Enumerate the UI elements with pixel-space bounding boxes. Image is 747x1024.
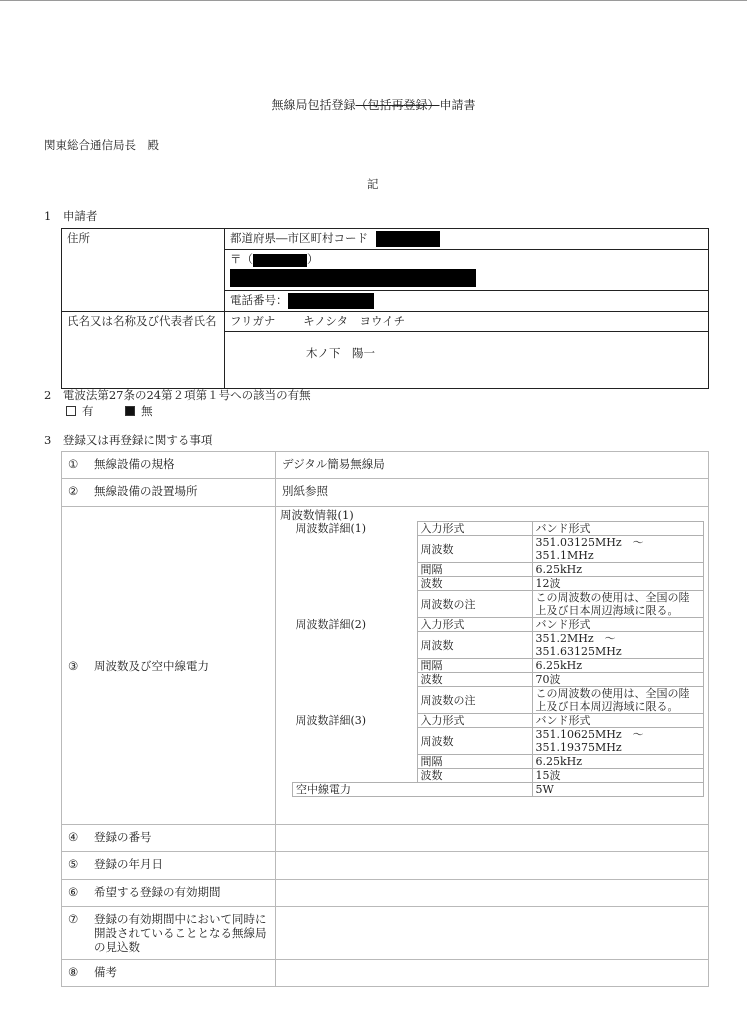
frequency-label: 周波数 [417, 728, 532, 755]
frequency-label: 周波数 [417, 536, 532, 563]
detail-label: 周波数詳細(2) [293, 618, 418, 714]
antenna-power-label: 空中線電力 [293, 783, 533, 797]
postal-cell [225, 250, 709, 291]
frequency-value: 351.03125MHz ～ 351.1MHz [532, 536, 704, 563]
frequency-row [62, 507, 709, 825]
furigana-cell [225, 312, 709, 332]
row-label [62, 479, 276, 507]
frequency-value: 351.2MHz ～ 351.63125MHz [532, 632, 704, 659]
title-main: 無線局包括登録 [271, 98, 356, 112]
note-label: 周波数の注 [417, 591, 532, 618]
option-no-label: 無 [141, 404, 153, 418]
row-number: ③ [68, 658, 79, 673]
table-row [62, 880, 709, 907]
phone-label: 電話番号： [230, 293, 288, 307]
interval-value: 6.25kHz [532, 659, 704, 673]
checkbox-no-checked[interactable] [125, 406, 135, 416]
row-label [62, 507, 276, 825]
table-row [62, 825, 709, 852]
row-number: ④ [68, 830, 79, 844]
pref-code-cell [225, 229, 709, 250]
row-number: ① [68, 457, 79, 471]
redacted-phone [288, 293, 374, 309]
row-value [276, 852, 709, 880]
interval-value: 6.25kHz [532, 755, 704, 769]
postal-prefix: 〒（ [230, 252, 253, 266]
section3-heading: 3 登録又は再登録に関する事項 [44, 433, 213, 447]
row-label-text: 無線設備の設置場所 [94, 484, 198, 498]
row-label-text: 登録の有効期間中において同時に開設されていることとなる無線局の見込数 [94, 912, 267, 954]
table-row [62, 452, 709, 479]
row-label [62, 880, 276, 907]
applicability-options [66, 403, 153, 419]
redacted-postal-code [253, 254, 307, 267]
row-label [62, 960, 276, 987]
input-format-label: 入力形式 [417, 714, 532, 728]
row-value: 別紙参照 [276, 479, 709, 507]
row-number: ⑥ [68, 885, 79, 899]
page-top-border [0, 0, 747, 1]
row-value [276, 825, 709, 852]
addressee: 関東総合通信局長 殿 [44, 138, 159, 152]
applicant-table [61, 228, 709, 389]
row-value [276, 960, 709, 987]
title-struck-text: （包括再登録） [355, 98, 440, 112]
section2-heading: 2 電波法第27条の24第２項第１号への該当の有無 [44, 388, 311, 402]
table-row [62, 479, 709, 507]
phone-cell [225, 291, 709, 312]
waves-label: 波数 [417, 577, 532, 591]
note-label: 周波数の注 [417, 687, 532, 714]
row-label-text: 備考 [94, 965, 117, 979]
address-label: 住所 [67, 231, 90, 245]
row-value [276, 907, 709, 960]
input-format-label: 入力形式 [417, 522, 532, 536]
redacted-address [230, 269, 476, 287]
row-label [62, 852, 276, 880]
registration-table [61, 451, 709, 987]
detail-label: 周波数詳細(3) [293, 714, 418, 783]
table-row [62, 907, 709, 960]
input-format-label: 入力形式 [417, 618, 532, 632]
frequency-detail-table [292, 521, 704, 797]
waves-label: 波数 [417, 769, 532, 783]
frequency-value: 351.10625MHz ～ 351.19375MHz [532, 728, 704, 755]
waves-label: 波数 [417, 673, 532, 687]
row-number: ⑧ [68, 965, 79, 979]
section1-heading: 1 申請者 [44, 209, 98, 223]
interval-label: 間隔 [417, 563, 532, 577]
title-suffix: 申請書 [439, 98, 476, 112]
row-label [62, 825, 276, 852]
row-label-text: 登録の番号 [94, 830, 152, 844]
input-format-value: バンド形式 [532, 714, 704, 728]
waves-value: 12波 [532, 577, 704, 591]
checkbox-yes[interactable] [66, 406, 76, 416]
pref-code-label: 都道府県―市区町村コード [230, 231, 368, 245]
name-value-cell [225, 332, 709, 389]
waves-value: 70波 [532, 673, 704, 687]
input-format-value: バンド形式 [532, 522, 704, 536]
postal-suffix: ） [307, 252, 319, 266]
redacted-pref-code [376, 231, 440, 247]
address-label-cell [62, 229, 225, 312]
freq-info-title: 周波数情報(1) [280, 508, 354, 522]
note-value: この周波数の使用は、全国の陸上及び日本周辺海域に限る。 [532, 687, 704, 714]
row-value [276, 880, 709, 907]
antenna-power-value: 5W [532, 783, 704, 797]
furigana-label: フリガナ [230, 314, 276, 328]
row-number: ⑦ [68, 912, 79, 926]
row-number: ② [68, 484, 79, 498]
input-format-value: バンド形式 [532, 618, 704, 632]
name-label-cell [62, 312, 225, 389]
option-yes-label: 有 [82, 404, 94, 418]
table-row [62, 852, 709, 880]
detail-label: 周波数詳細(1) [293, 522, 418, 618]
row-label-text: 希望する登録の有効期間 [94, 885, 221, 899]
interval-label: 間隔 [417, 659, 532, 673]
row-label [62, 907, 276, 960]
document-title [0, 96, 747, 113]
row-label-text: 無線設備の規格 [94, 457, 175, 471]
furigana-value: キノシタ ヨウイチ [303, 314, 406, 328]
row-number: ⑤ [68, 857, 79, 871]
name-label: 氏名又は名称及び代表者氏名 [67, 314, 217, 328]
row-label-text: 登録の年月日 [94, 857, 163, 871]
interval-label: 間隔 [417, 755, 532, 769]
ki-heading: 記 [367, 177, 379, 191]
interval-value: 6.25kHz [532, 563, 704, 577]
row-label-text: 周波数及び空中線電力 [94, 658, 209, 673]
frequency-cell [276, 507, 709, 825]
note-value: この周波数の使用は、全国の陸上及び日本周辺海域に限る。 [532, 591, 704, 618]
frequency-label: 周波数 [417, 632, 532, 659]
row-value: デジタル簡易無線局 [276, 452, 709, 479]
waves-value: 15波 [532, 769, 704, 783]
row-label [62, 452, 276, 479]
table-row [62, 960, 709, 987]
name-value: 木ノ下 陽一 [306, 346, 375, 360]
